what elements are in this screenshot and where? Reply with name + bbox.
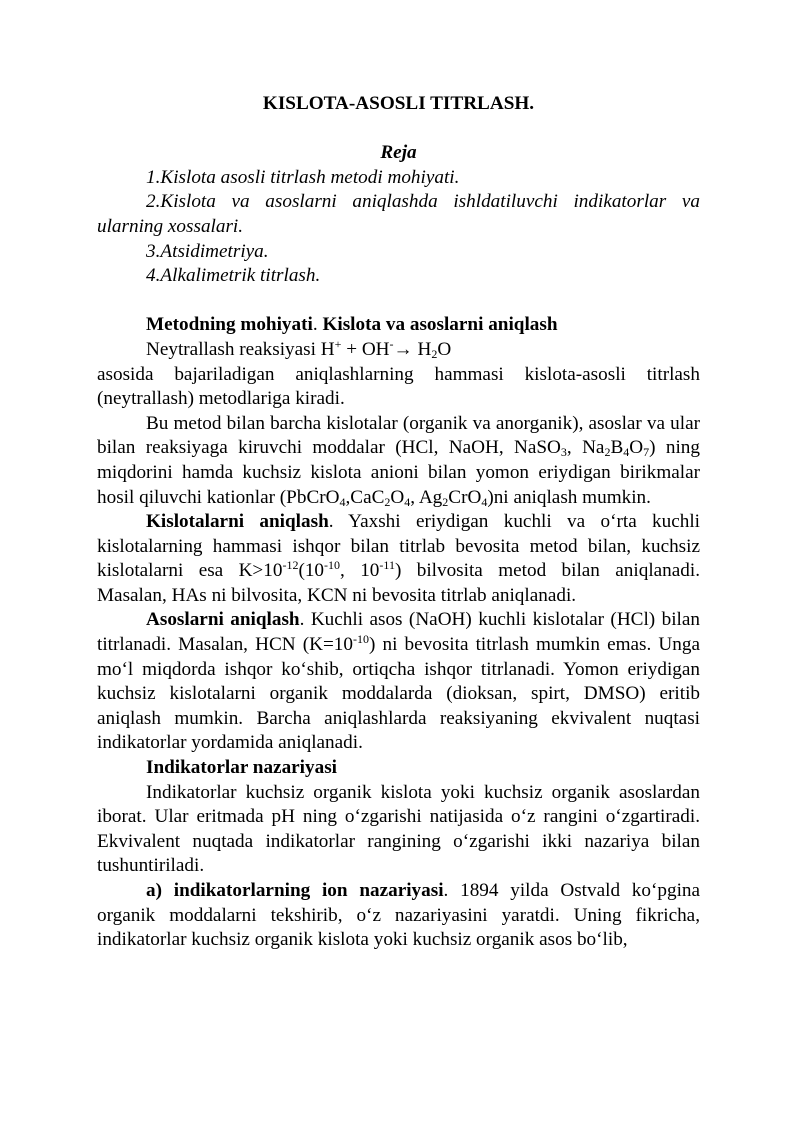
subscript: 2: [604, 445, 611, 460]
method-paragraph: [97, 412, 700, 510]
section-heading-method: [97, 313, 700, 338]
spacer: [97, 117, 700, 142]
reaction-continuation: asosida bajariladigan aniqlashlarning hammasi kislota-asosli titrlash (neytrallash) metodlariga kiradi.: [97, 363, 700, 410]
text-run: , 10: [340, 560, 380, 582]
text-run: (10: [298, 560, 325, 582]
reaction-text: O: [437, 338, 452, 360]
spacer: [97, 289, 700, 314]
subscript: 3: [560, 445, 567, 460]
bases-paragraph: [97, 608, 700, 756]
reaction-charge: -: [389, 336, 394, 351]
superscript: -11: [379, 558, 395, 573]
superscript: -12: [282, 558, 299, 573]
subscript: 4: [623, 445, 630, 460]
text-run: , Na: [566, 437, 605, 459]
text-run: ) bilvosita metod bilan aniqlanadi. Masalan, HAs ni bilvosita, KCN ni bevosita titrlab aniqlanadi.: [97, 560, 700, 606]
subscript: 2: [384, 494, 391, 509]
text-run: . 1894 yilda Ostvald ko‘pgina organik moddalarni tekshirib, o‘z nazariyasini yaratdi. Uning fikricha, indikatorlar kuchsiz organik kislota yoki kuchsiz organik asos bo‘lib,: [97, 880, 701, 951]
text-run: ,CaC: [345, 486, 385, 508]
indicators-heading: [97, 756, 700, 781]
text-run: O: [390, 486, 405, 508]
subscript: 4: [481, 494, 488, 509]
text-run: Bu metod bilan barcha kislotalar (organik va anorganik), asoslar va ular bilan reaksiyaga kiruvchi moddalar (HCl, NaOH, NaSO: [97, 412, 700, 459]
subscript: 2: [442, 494, 449, 509]
text-run: . Kuchli asos (NaOH) kuchli kislotalar (HCl) bilan titrlanadi. Masalan, HCN (K=10: [97, 609, 700, 656]
heading-method-essence: Metodning mohiyati: [146, 314, 313, 336]
text-run: ) ni bevosita titrlash mumkin emas. Unga mo‘l miqdorda ishqor ko‘shib, ortiqcha ishqor titrlanadi. Yomon eriydigan kuchsiz kislotalarni organik moddalarda (dioksan, spirt, DMSO) eritib aniqlash mumkin. Barcha aniqlashlarda reaksiyaning ekvivalent nuqtasi indikatorlar yordamida aniqlanadi.: [97, 634, 700, 754]
ion-theory-heading: a) indikatorlarning ion nazariyasi: [146, 880, 444, 901]
text-run: )ni aniqlash mumkin.: [487, 486, 651, 508]
reaction-text: + OH: [341, 338, 390, 360]
plan-heading: Reja: [380, 142, 417, 164]
heading-separator: .: [312, 314, 318, 336]
reaction-subscript: 2: [431, 346, 438, 361]
text-run: O: [629, 437, 644, 459]
heading-acid-base: Kislota va asoslarni aniqlash: [317, 314, 558, 336]
text-run: ) ning miqdorini hamda kuchsiz kislota anioni bilan yomon eriydigan birikmalar hosil qiluvchi kationlar (PbCrO: [97, 437, 700, 508]
indicators-heading-text: Indikatorlar nazariyasi: [146, 757, 338, 779]
plan-item-1: 1.Kislota asosli titrlash metodi mohiyati.: [146, 166, 460, 188]
acids-paragraph: [97, 510, 700, 608]
superscript: -10: [324, 558, 341, 573]
text-run: CrO: [448, 486, 482, 508]
reaction-charge: +: [334, 336, 342, 351]
plan-item-2: 2.Kislota va asoslarni aniqlashda ishldatiluvchi indikatorlar va ularning xossalari.: [97, 191, 700, 237]
reaction-line: [97, 338, 700, 363]
plan-item-3: 3.Atsidimetriya.: [146, 240, 269, 262]
acids-heading: Kislotalarni aniqlash: [146, 511, 329, 533]
document-title: KISLOTA-ASOSLI TITRLASH.: [262, 93, 535, 114]
superscript: -10: [352, 632, 369, 647]
document-body: [97, 92, 700, 953]
text-run: B: [610, 437, 624, 459]
subscript: 7: [643, 445, 650, 460]
bases-heading: Asoslarni aniqlash: [146, 609, 300, 631]
reaction-text: Neytrallash reaksiyasi H: [146, 338, 335, 360]
ion-theory-paragraph: [97, 879, 700, 953]
reaction-arrow: → H: [393, 338, 432, 360]
text-run: . Yaxshi eriydigan kuchli va o‘rta kuchli kislotalarning hammasi ishqor bilan titrlab bevosita metod bilan, kuchsiz kislotalarni esa K>10: [97, 511, 701, 582]
indicators-paragraph: Indikatorlar kuchsiz organik kislota yoki kuchsiz organik asoslardan iborat. Ular eritmada pH ning o‘zgarishi natijasida o‘z rangini o‘zgartiradi. Ekvivalent nuqtada indikatorlar rangining o‘zgarishi ikki nazariya bilan tushuntiriladi.: [97, 781, 700, 877]
plan-item-4: 4.Alkalimetrik titrlash.: [146, 265, 321, 287]
text-run: , Ag: [410, 486, 443, 508]
subscript: 4: [404, 494, 411, 509]
subscript: 4: [339, 494, 346, 509]
